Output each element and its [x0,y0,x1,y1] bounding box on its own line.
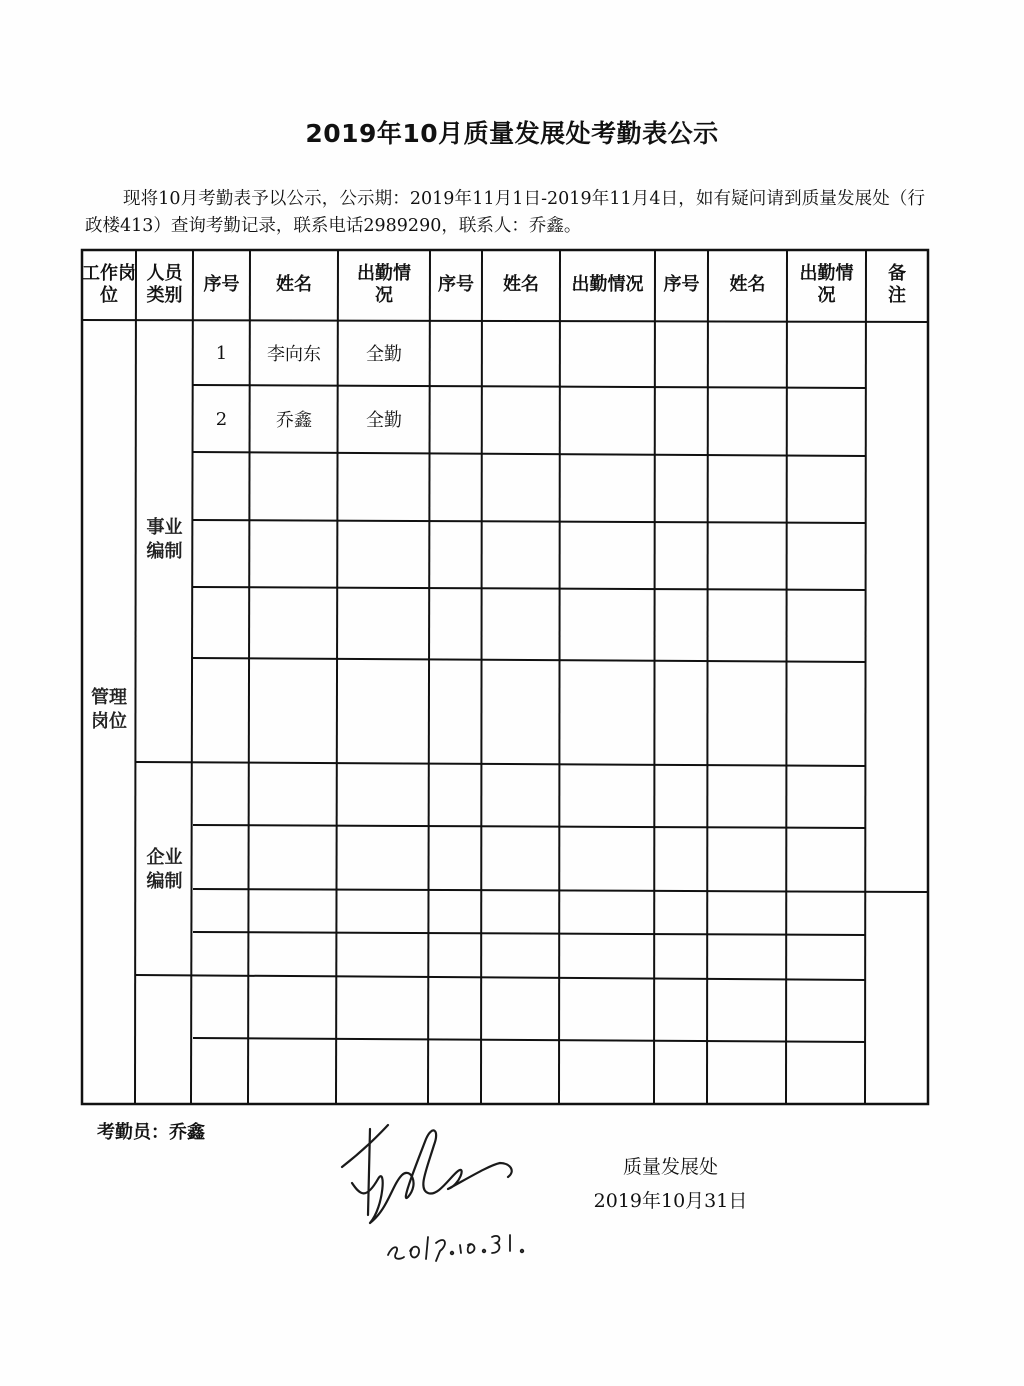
handwritten-signature [330,1105,560,1265]
header-seq-2: 序号 [438,274,474,295]
header-remarks: 备注 [888,263,906,306]
intro-paragraph: 现将10月考勤表予以公示，公示期：2019年11月1日-2019年11月4日，如有疑问请到质量发展处（行政楼413）查询考勤记录，联系电话2989290，联系人：乔鑫。 [85,189,925,236]
header-attendance-1: 出勤情况 [357,263,411,306]
row-2-attendance: 全勤 [366,410,402,431]
attendance-clerk: 考勤员：乔鑫 [97,1122,205,1143]
row-2-seq: 2 [215,408,228,430]
header-seq-3: 序号 [663,274,700,295]
footer-signature-block [583,1150,758,1218]
header-name-2: 姓名 [503,274,539,295]
header-staff-type: 人员类别 [146,263,183,306]
category-public-institution: 事业编制 [146,517,183,562]
header-name-1: 姓名 [276,274,312,295]
row-1-seq: 1 [215,342,228,364]
header-seq-1: 序号 [203,274,240,295]
row-2-name: 乔鑫 [276,410,312,431]
department-name: 质量发展处 [622,1156,718,1178]
page-title: 2019年10月质量发展处考勤表公示 [305,119,719,148]
issue-date: 2019年10月31日 [593,1190,748,1212]
work-post-management: 管理岗位 [91,687,127,732]
category-enterprise: 企业编制 [146,847,183,892]
row-1-name: 李向东 [267,344,321,365]
header-attendance-2: 出勤情况 [571,274,644,295]
row-1-attendance: 全勤 [366,344,402,365]
header-work-post: 工作岗位 [82,263,136,306]
header-name-3: 姓名 [729,274,766,295]
header-attendance-3: 出勤情况 [799,263,854,306]
